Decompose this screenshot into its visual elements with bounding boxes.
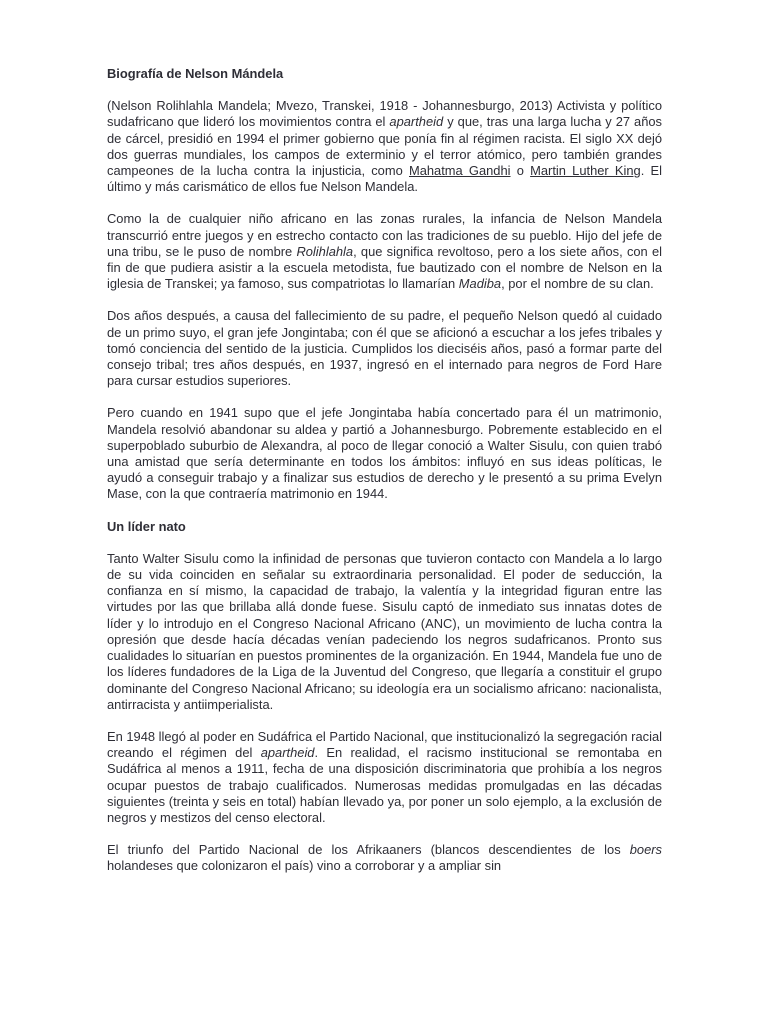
text-run: . El último y más carismático de ellos fue Nelson Mandela. [107, 163, 662, 195]
document-title: Biografía de Nelson Mándela [107, 66, 284, 81]
paragraph-apartheid [107, 729, 662, 826]
text-run: holandeses que colonizaron el país) vino a corroborar y a ampliar sin [107, 858, 502, 874]
paragraph-afrikaaners [107, 842, 662, 874]
link-martin-luther-king[interactable]: Martin Luther King [530, 163, 641, 179]
text-run: (Nelson Rolihlahla Mandela; Mvezo, Transkei, 1918 - Johannesburgo, 2013) Activista y político sudafricano que lideró los movimientos contra el [107, 98, 662, 130]
document-page [107, 66, 662, 891]
paragraph-leader: Tanto Walter Sisulu como la infinidad de personas que tuvieron contacto con Mandela a lo largo de su vida coinciden en señalar su extraordinaria personalidad. El poder de seducción, la confianza en sí mismo, la capacidad de trabajo, la valentía y la integridad figuran entre las virtudes por las que brillaba allá donde fuese. Sisulu captó de inmediato sus innatas dotes de líder y lo introdujo en el Congreso Nacional Africano (ANC), un movimiento de lucha contra la opresión que desde hacía décadas venían padeciendo los negros sudafricanos. Pronto sus cualidades lo situarían en puestos prominentes de la organización. En 1944, Mandela fue uno de los líderes fundadores de la Liga de la Juventud del Congreso, que llegaría a constituir el grupo dominante del Congreso Nacional Africano; su ideología era un socialismo africano: nacionalista, antirracista y antiimperialista. [107, 550, 662, 712]
text-run: , que significa revoltoso, pero a los siete años, con el fin de que pudiera asistir a la escuela metodista, fue bautizado con el nombre de Nelson en la iglesia de Transkei; ya famoso, sus compatriotas lo llamarían [107, 243, 662, 292]
text-run: . En realidad, el racismo institucional se remontaba en Sudáfrica al menos a 1911, fecha de una disposición discriminatoria que prohibía a los negros ocupar puestos de trabajo cualificados. Numerosas medidas promulgadas en las décadas siguientes (treinta y seis en total) habían llevado ya, por poner un solo ejemplo, a la exclusión de negros y mestizos del censo electoral. [107, 745, 663, 825]
text-run: El triunfo del Partido Nacional de los Afrikaaners (blancos descendientes de los [107, 842, 630, 858]
text-run: Como la de cualquier niño africano en las zonas rurales, la infancia de Nelson Mandela transcurrió entre juegos y en estrecho contacto con las tradiciones de su pueblo. Hijo del jefe de una tribu, se le puso de nombre [107, 211, 662, 259]
paragraph-intro [107, 98, 662, 195]
text-run: , por el nombre de su clan. [501, 276, 654, 292]
link-mahatma-gandhi[interactable]: Mahatma Gandhi [408, 163, 511, 179]
paragraph-childhood [107, 211, 662, 292]
paragraph-youth: Dos años después, a causa del fallecimiento de su padre, el pequeño Nelson quedó al cuidado de un primo suyo, el gran jefe Jongintaba; con él que se aficionó a escuchar a los jefes tribales y tomó conciencia del sentido de la justicia. Cumplidos los dieciséis años, pasó a formar parte del consejo tribal; tres años después, en 1937, ingresó en el internado para negros de Ford Hare para cursar estudios superiores. [107, 308, 662, 389]
paragraph-johannesburg: Pero cuando en 1941 supo que el jefe Jongintaba había concertado para él un matrimonio, Mandela resolvió abandonar su aldea y partió a Johannesburgo. Pobremente establecido en el superpoblado suburbio de Alexandra, al poco de llegar conoció a Walter Sisulu, con quien trabó una amistad que sería determinante en todos los ámbitos: influyó en sus ideas políticas, le ayudó a conseguir trabajo y a finalizar sus estudios de derecho y le presentó a su prima Evelyn Mase, con la que contraería matrimonio en 1944. [107, 405, 662, 502]
italic-term: Madiba [458, 276, 502, 292]
text-run: y que, tras una larga lucha y 27 años de cárcel, presidió en 1994 el primer gobierno que ponía fin al régimen racista. El siglo XX dejó dos guerras mundiales, los campos de exterminio y el terror atómico, pero también grandes campeones de la lucha contra la injusticia, como [107, 114, 662, 179]
section-heading: Un líder nato [107, 518, 186, 534]
italic-term: boers [629, 842, 662, 858]
italic-term: apartheid [260, 745, 315, 761]
italic-term: apartheid [389, 114, 444, 130]
text-run: o [510, 163, 531, 179]
italic-term: Rolihlahla [296, 243, 354, 259]
text-run: En 1948 llegó al poder en Sudáfrica el Partido Nacional, que institucionalizó la segregación racial creando el régimen del [107, 728, 662, 761]
